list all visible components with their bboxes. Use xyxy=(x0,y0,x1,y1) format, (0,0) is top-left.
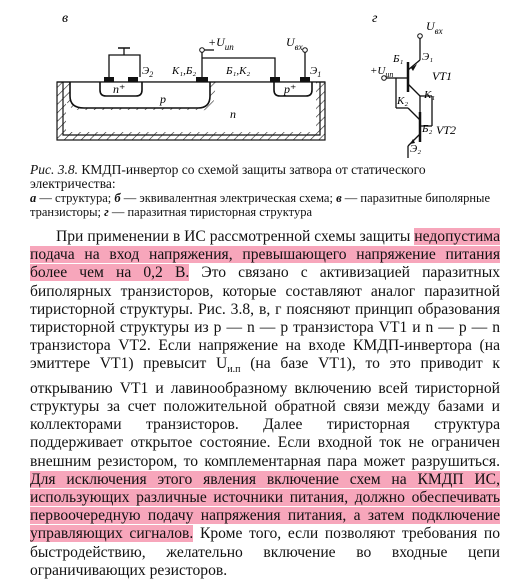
label-vdd-right: $+U_{ип}$ xyxy=(370,65,394,79)
label-k1b2: К₁,Б₂ xyxy=(172,65,197,77)
label-t-k1: К₁ xyxy=(424,89,436,101)
label-e1: $Э_1$ xyxy=(310,65,322,79)
label-e2: $Э_2$ xyxy=(142,65,154,79)
caption-title-text: КМДП-инвертор со схемой защиты затвора от статического электричества: xyxy=(30,162,426,191)
text-run: Это связано с активизацией паразитных биполярных транзисторов, которые составляют аналог паразитной тиристорной структуры. Рис. 3.8, в, г поясняют принцип образования тиристорной структуры из p — n — p транзистора VT1 и n — p — n транзистора VT2. Если напряжение на входе КМДП-инвертора (на эмиттере VT1) превысит U xyxy=(30,264,500,373)
caption-text-b: — эквивалентная электрическая схема; xyxy=(120,191,337,205)
text-run: При применении в ИС рассмотренной схемы защиты xyxy=(56,228,415,245)
label-vin-left: $U_{вх}$ xyxy=(286,35,303,52)
caption-legend xyxy=(30,191,500,219)
text-run: (на базе VT1), то это приводит к открыванию VT1 и лавинообразному включению всей тиристорной структуры за счет положительной обратной связи между базами и коллекторами транзисторов. Далее тиристорная структура поддерживает открытое состояние. Если входной ток не ограничен внешним резистором, то комплементарная пара может разрушиться. xyxy=(30,355,500,470)
label-t-e2: Э₂ xyxy=(410,143,422,155)
thyristor-diagram xyxy=(370,19,456,158)
text-run: Кроме того, если позволяют требования по быстродействию, желательно включение во входные цепи ограничивающих резисторов. xyxy=(30,525,501,579)
caption-letter-g: г xyxy=(104,205,109,219)
label-t-b1: Б₁ xyxy=(393,53,404,65)
label-t-vt2: VT2 xyxy=(436,123,457,137)
figure-3-8 xyxy=(0,0,524,170)
label-n: n xyxy=(230,107,236,121)
subscript: и.п xyxy=(227,364,241,376)
caption-letter-b: б xyxy=(114,191,121,205)
caption-text-g: — паразитная тиристорная структура xyxy=(108,205,312,219)
label-t-e1: Э₁ xyxy=(422,51,434,63)
panel-label-g: г xyxy=(372,11,378,26)
figure-caption xyxy=(30,163,500,219)
label-p: p xyxy=(160,92,166,106)
body-text xyxy=(30,228,500,580)
caption-figure-number: Рис. 3.8. xyxy=(30,162,78,177)
label-b1k2: Б₁,К₂ xyxy=(226,65,251,77)
caption-text-v: — паразитные биполярные транзисторы; xyxy=(30,191,491,219)
label-t-k2: К₂ xyxy=(397,95,409,107)
label-t-vt1: VT1 xyxy=(432,69,453,83)
paragraph xyxy=(30,228,500,580)
caption-letter-a: а xyxy=(30,191,37,205)
highlight-1: недопустима подача на вход напряжения, превышающего напряжение питания более чем на 0,2 В. xyxy=(30,228,500,282)
caption-letter-v: в xyxy=(336,191,342,205)
caption-text-a: — структура; xyxy=(36,191,115,205)
label-t-b2: Б₂ xyxy=(422,123,433,135)
caption-title xyxy=(30,163,500,191)
label-vin-right: $U_{вх}$ xyxy=(426,19,443,36)
structure-diagram xyxy=(57,35,325,140)
label-nplus: n⁺ xyxy=(113,82,126,96)
panel-label-v: в xyxy=(62,11,69,26)
label-vdd-left: $+U_{ип}$ xyxy=(208,35,234,52)
highlight-2: Для исключения этого явления включение схем на КМДП ИС, использующих различные источники питания, должно обеспечивать первоочередную подачу напряжения питания, а затем подключение управляющих сигналов. xyxy=(30,470,500,543)
label-pplus: p⁺ xyxy=(284,82,297,96)
